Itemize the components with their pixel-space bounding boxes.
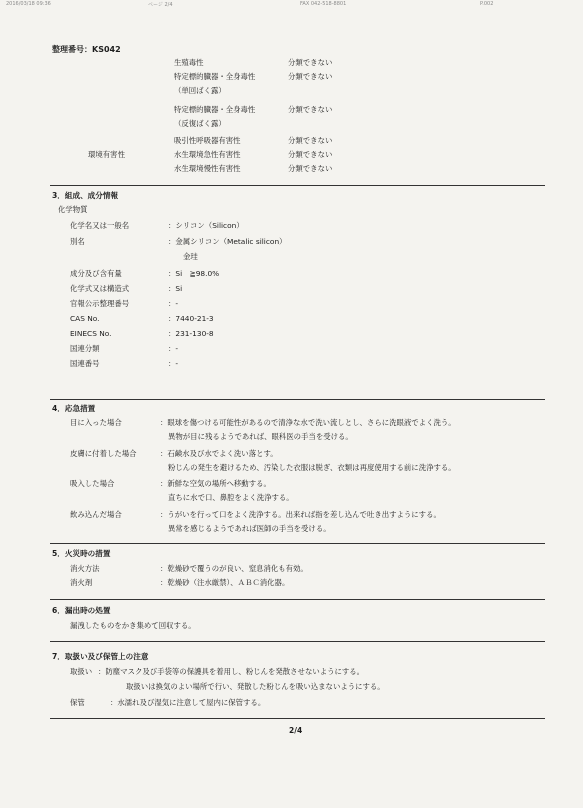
field-label: 官報公示整理番号: [70, 299, 130, 308]
hazard-item: 水生環境急性有害性: [174, 150, 241, 159]
fax-header: [0, 0, 583, 10]
field-label: 目に入った場合: [70, 418, 122, 427]
hazard-item: 水生環境慢性有害性: [174, 164, 241, 173]
section-title: 3．組成、成分情報: [52, 191, 119, 200]
hazard-item: （反復ばく露）: [174, 119, 226, 128]
section-title: 5．火災時の措置: [52, 549, 111, 558]
field-value: ：金属シリコン（Metalic silicon）: [168, 237, 287, 246]
field-text: 異物が目に残るようであれば、眼科医の手当を受ける。: [168, 432, 353, 441]
field-value: 金珪: [183, 252, 198, 261]
hazard-category: 環境有害性: [88, 150, 125, 159]
field-text: ：石鹸水及び水でよく洗い落とす。: [160, 449, 278, 458]
hazard-value: 分類できない: [288, 136, 333, 145]
field-label: 別名: [70, 237, 85, 246]
section-divider: [50, 185, 545, 186]
field-label: 消火方法: [70, 564, 100, 573]
hazard-item: （単回ばく露）: [174, 86, 226, 95]
section-title: 7．取扱い及び保管上の注意: [52, 652, 149, 661]
field-value: ：シリコン（Silicon）: [168, 221, 244, 230]
fax-date: 2016/03/18 09:36: [6, 1, 51, 7]
hazard-item: 特定標的臓器・全身毒性: [174, 72, 256, 81]
field-text: ：水濡れ及び湿気に注意して屋内に保管する。: [110, 698, 266, 707]
field-value: ：-: [168, 299, 179, 308]
field-text: ：乾燥砂（注水厳禁）、ＡＢＣ消化器。: [160, 578, 290, 587]
field-label: 化学式又は構造式: [70, 284, 130, 293]
field-text: ：新鮮な空気の場所へ移動する。: [160, 479, 271, 488]
field-value: ：-: [168, 359, 179, 368]
field-text: ：乾燥砂で覆うのが良い、窒息消化も有効。: [160, 564, 308, 573]
field-text: 粉じんの発生を避けるため、汚染した衣服は脱ぎ、衣類は再度使用する前に洗浄する。: [168, 463, 456, 472]
hazard-value: 分類できない: [288, 72, 333, 81]
field-label: 皮膚に付着した場合: [70, 449, 137, 458]
field-label: 保管: [70, 698, 85, 707]
fax-page: ページ 2/4: [148, 2, 173, 8]
field-value: ：7440-21-3: [168, 314, 214, 323]
fax-number: FAX 042-518-8801: [300, 1, 347, 7]
field-text: ：防塵マスク及び手袋等の保護具を着用し、粉じんを発散させないようにする。: [98, 667, 365, 676]
field-label: 消火剤: [70, 578, 93, 587]
field-text: 漏洩したものをかき集めて回収する。: [70, 621, 196, 630]
section-title: 4．応急措置: [52, 404, 96, 413]
hazard-item: 生殖毒性: [174, 58, 204, 67]
field-label: 国連分類: [70, 344, 100, 353]
hazard-value: 分類できない: [288, 150, 333, 159]
field-value: ：231-130-8: [168, 329, 214, 338]
field-value: ：Si: [168, 284, 183, 293]
field-label: 国連番号: [70, 359, 100, 368]
hazard-value: 分類できない: [288, 105, 333, 114]
field-text: ：眼球を傷つける可能性があるので清浄な水で洗い流しとし、さらに洗眼液でよく洗う。: [160, 418, 456, 427]
section-divider: [50, 399, 545, 400]
field-text: 異常を感じるようであれば医師の手当を受ける。: [168, 524, 331, 533]
field-text: ：うがいを行って口をよく洗浄する。出来れば指を差し込んで吐き出すようにする。: [160, 510, 441, 519]
hazard-value: 分類できない: [288, 58, 333, 67]
field-text: 取扱いは換気のよい場所で行い、発散した粉じんを吸い込まないようにする。: [126, 682, 385, 691]
section-divider: [50, 599, 545, 600]
hazard-item: 吸引性呼吸器有害性: [174, 136, 241, 145]
hazard-value: 分類できない: [288, 164, 333, 173]
hazard-item: 特定標的臓器・全身毒性: [174, 105, 256, 114]
section-divider: [50, 543, 545, 544]
section-divider: [50, 641, 545, 642]
section-title: 6．漏出時の処置: [52, 606, 111, 615]
field-label: CAS No.: [70, 314, 100, 323]
field-label: 飲み込んだ場合: [70, 510, 122, 519]
field-label: 取扱い: [70, 667, 93, 676]
section-divider: [50, 718, 545, 719]
document-number: 整理番号：KS042: [52, 45, 121, 54]
field-value: ：-: [168, 344, 179, 353]
field-label: 化学名又は一般名: [70, 221, 130, 230]
section-subtitle: 化学物質: [58, 205, 88, 214]
field-text: 直ちに水で口、鼻腔をよく洗浄する。: [168, 493, 294, 502]
field-value: ：Si ≧98.0%: [168, 269, 220, 278]
field-label: 吸入した場合: [70, 479, 115, 488]
fax-sheet: P.002: [480, 1, 494, 7]
field-label: 成分及び含有量: [70, 269, 122, 278]
page-number: 2/4: [289, 726, 303, 735]
field-label: EINECS No.: [70, 329, 112, 338]
